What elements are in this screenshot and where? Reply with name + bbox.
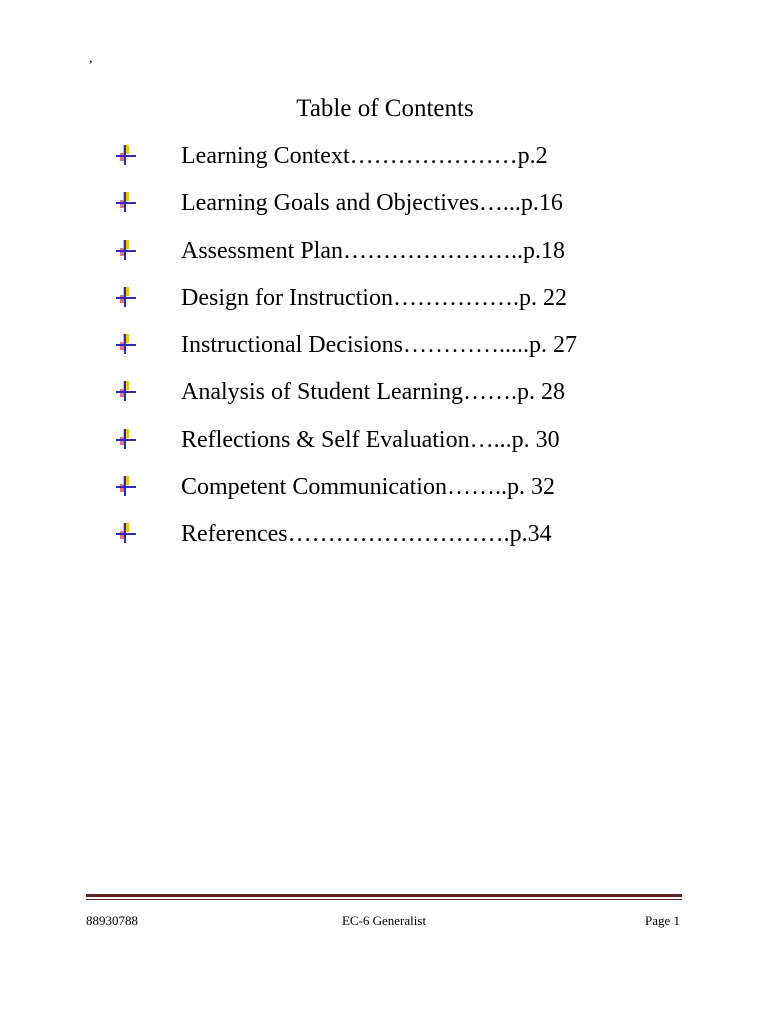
page-title: [0, 94, 770, 124]
footer-course: EC-6 Generalist: [341, 913, 427, 928]
footer-divider: [86, 894, 682, 897]
toc-item-assessment-plan: [0, 234, 770, 281]
toc-list: [0, 139, 770, 564]
toc-entry-text: Design for Instruction…………….p. 22: [181, 284, 567, 311]
toc-item-design-for-instruction: [0, 281, 770, 328]
stray-comma: ,: [89, 51, 93, 66]
toc-entry-text: Learning Context…………………p.2: [181, 143, 548, 169]
footer-divider-thin: [86, 899, 682, 900]
toc-item-references: [0, 517, 770, 564]
toc-entry-text: Instructional Decisions………….....p. 27: [181, 332, 577, 358]
toc-item-instructional-decisions: [0, 328, 770, 375]
toc-item-reflections: [0, 423, 770, 470]
pinned-cross-bullet-icon: [114, 522, 136, 544]
pinned-cross-bullet-icon: [114, 380, 136, 402]
footer-page-number: Page 1: [644, 913, 680, 928]
pinned-cross-bullet-icon: [114, 428, 136, 450]
page-title-text: Table of Contents: [296, 95, 474, 122]
footer-id: 88930788: [86, 913, 138, 928]
toc-item-competent-communication: [0, 470, 770, 517]
toc-item-learning-context: [0, 139, 770, 186]
toc-entry-text: Assessment Plan…………………..p.18: [181, 237, 565, 264]
pinned-cross-bullet-icon: [114, 239, 136, 261]
page-footer: [86, 912, 682, 930]
pinned-cross-bullet-icon: [114, 144, 136, 166]
toc-entry-text: Analysis of Student Learning…….p. 28: [181, 379, 565, 406]
toc-entry-text: Competent Communication……..p. 32: [181, 473, 555, 500]
toc-item-learning-goals: [0, 186, 770, 233]
toc-item-analysis-of-student-learning: [0, 375, 770, 422]
toc-entry-text: References……………………….p.34: [181, 521, 552, 547]
pinned-cross-bullet-icon: [114, 191, 136, 213]
pinned-cross-bullet-icon: [114, 286, 136, 308]
toc-entry-text: Learning Goals and Objectives…...p.16: [181, 190, 563, 217]
pinned-cross-bullet-icon: [114, 475, 136, 497]
toc-entry-text: Reflections & Self Evaluation…...p. 30: [181, 426, 560, 453]
pinned-cross-bullet-icon: [114, 333, 136, 355]
